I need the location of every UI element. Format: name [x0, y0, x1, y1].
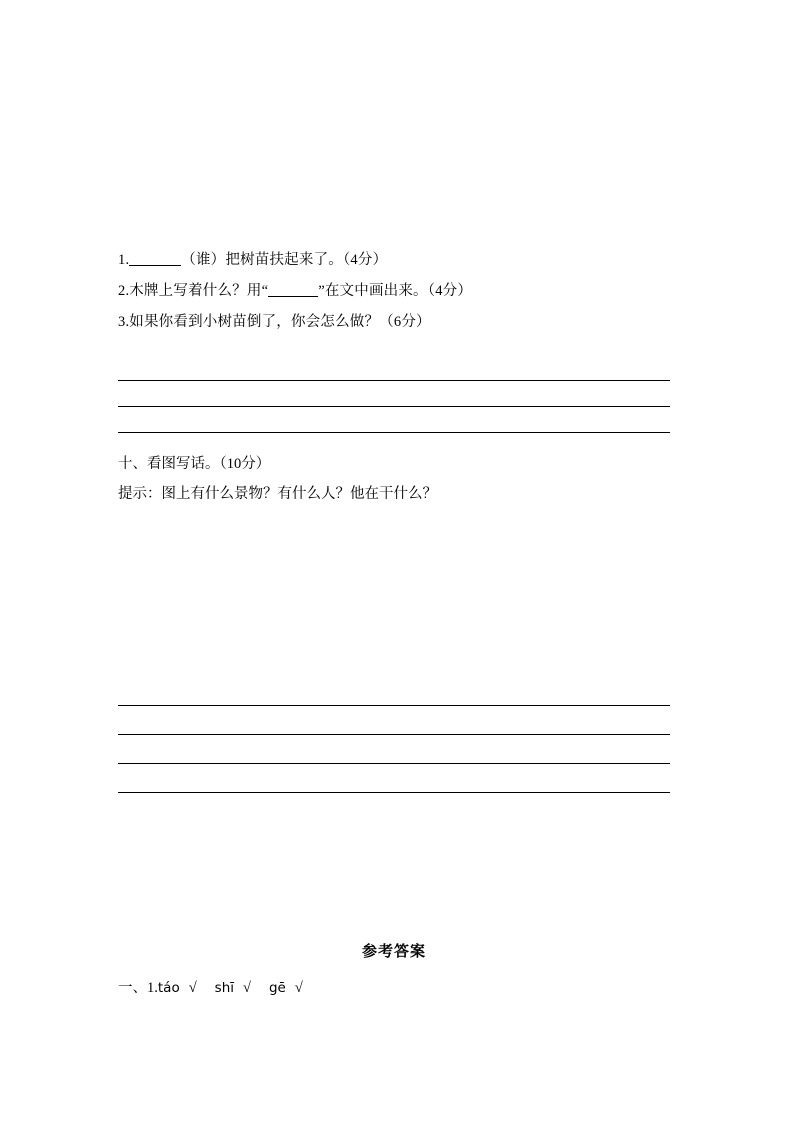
answer-check-1: √ [188, 980, 197, 996]
picture-writing-lines [118, 677, 670, 793]
answer-pinyin-1: táo [157, 980, 180, 996]
question-2-text-after: ”在文中画出来。（4分） [318, 283, 473, 299]
question-2-number: 2. [118, 283, 130, 299]
writing-rule-line[interactable] [118, 381, 670, 407]
question-item-2 [118, 276, 670, 307]
section-hint: 提示：图上有什么景物？有什么人？他在干什么？ [118, 486, 437, 502]
writing-rule-line[interactable] [118, 407, 670, 433]
question-3-answer-lines [118, 355, 670, 433]
writing-rule-line[interactable] [118, 706, 670, 735]
question-1-text: （谁）把树苗扶起来了。（4分） [181, 252, 388, 268]
answer-blank-2[interactable] [268, 283, 318, 297]
question-item-3 [118, 307, 670, 338]
section-heading-ten: 十、看图写话。（10分） [118, 456, 271, 472]
answer-pinyin-3: gē [268, 980, 286, 996]
writing-rule-line[interactable] [118, 677, 670, 706]
answer-check-3: √ [294, 980, 303, 996]
question-1-number: 1. [118, 252, 130, 268]
answer-blank-1[interactable] [129, 252, 181, 266]
question-item-1 [118, 245, 670, 276]
writing-rule-line[interactable] [118, 735, 670, 764]
picture-writing-space[interactable] [118, 509, 670, 677]
question-2-text-before: 木牌上写着什么？用“ [129, 283, 269, 299]
answer-key-title: 参考答案 [361, 944, 426, 960]
answer-item-number: 1. [147, 980, 158, 996]
answer-key-section-label: 一、 [118, 980, 147, 996]
writing-rule-line[interactable] [118, 355, 670, 381]
question-3-number: 3. [118, 314, 130, 330]
question-3-text: 如果你看到小树苗倒了，你会怎么做？（6分） [129, 314, 431, 330]
answer-pinyin-2: shī [214, 980, 235, 996]
answer-key-line-1 [118, 975, 718, 1001]
answer-check-2: √ [243, 980, 251, 996]
writing-rule-line[interactable] [118, 764, 670, 793]
questions-block [118, 245, 670, 793]
